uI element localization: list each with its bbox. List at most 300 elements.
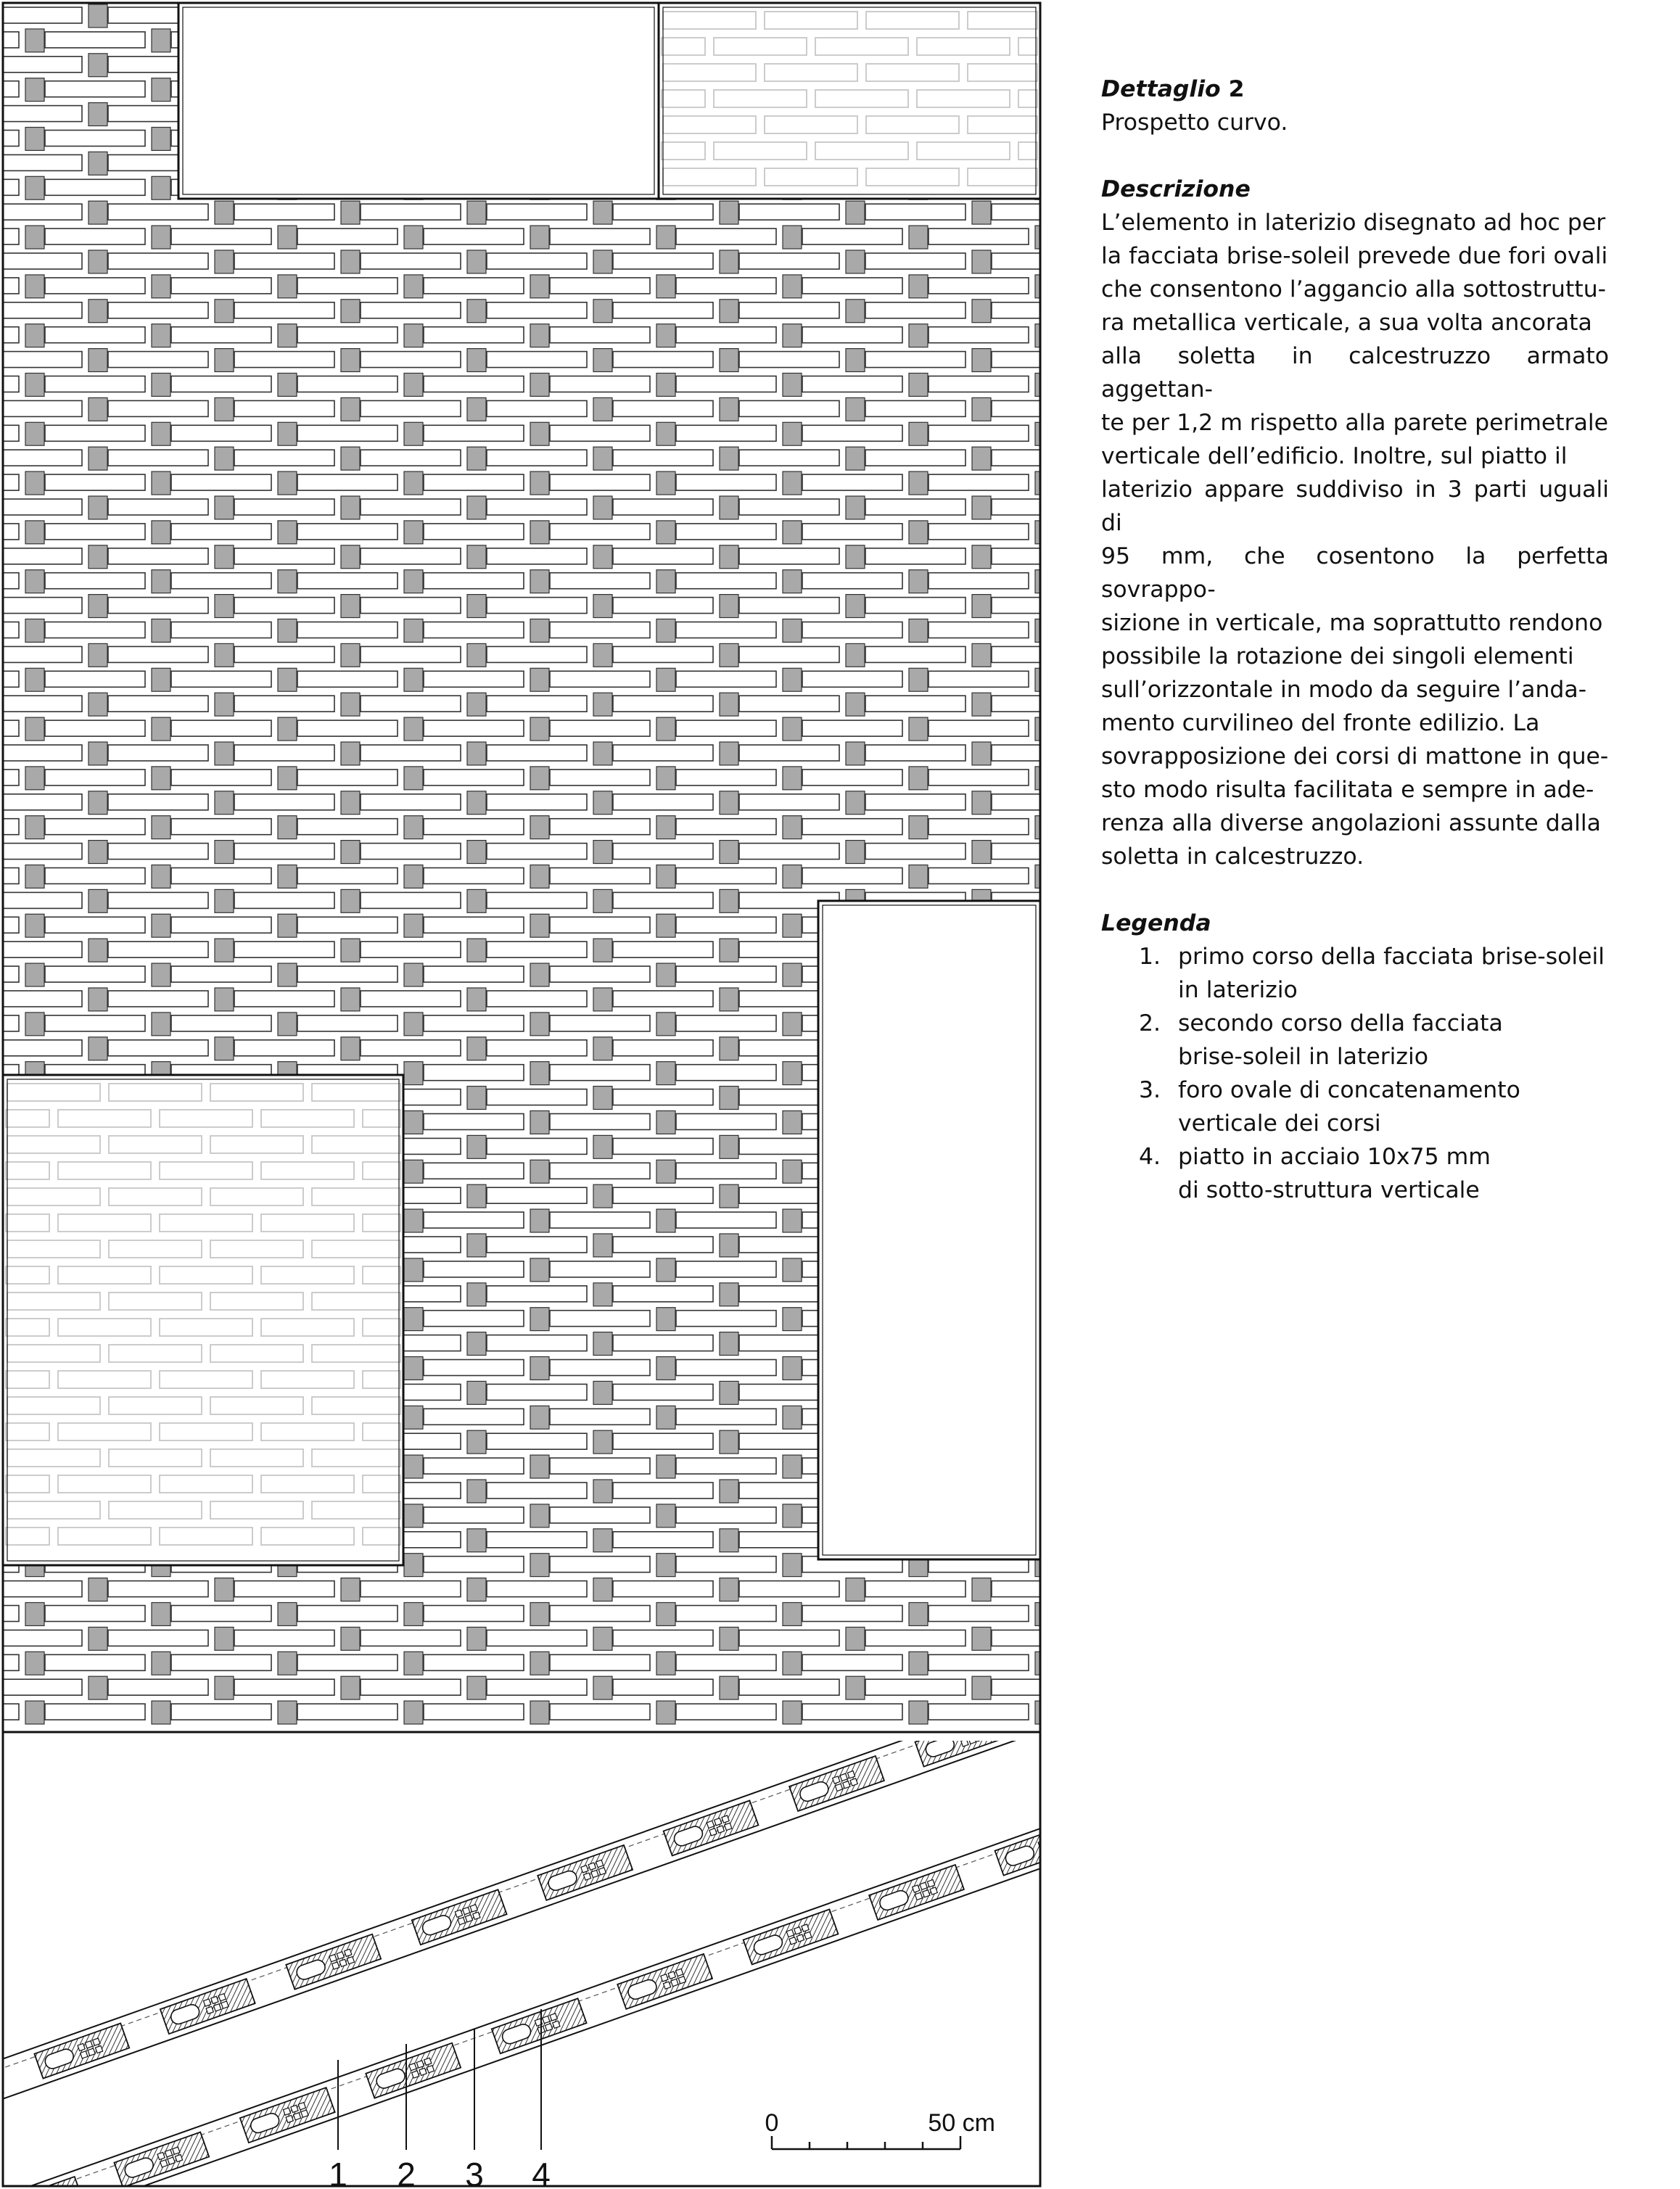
brick-joint-block: [846, 201, 865, 224]
brick-course-element: [361, 844, 461, 859]
brick-joint-block: [530, 374, 549, 397]
brick-joint-block: [720, 545, 738, 569]
brick-course-element: [487, 1728, 587, 1744]
window-opening: [3, 1075, 403, 1565]
brick-joint-block: [215, 1578, 234, 1601]
brick-course-element: [865, 794, 965, 810]
brick-course-element: [676, 1163, 776, 1179]
brick-course-element: [297, 622, 398, 638]
brick-joint-block: [152, 717, 170, 741]
brick-course-element: [865, 400, 965, 416]
brick-course-element: [613, 204, 713, 220]
brick-course-element: [45, 917, 145, 933]
brick-joint-block: [783, 1652, 802, 1675]
brick-course-element: [487, 499, 587, 515]
description-line: possibile la rotazione dei singoli elementi: [1101, 643, 1574, 669]
brick-joint-block: [593, 1135, 612, 1158]
perforation: [976, 1734, 984, 1741]
brick-joint-block: [467, 742, 486, 765]
brick-course-element: [361, 253, 461, 269]
brick-course-element: [361, 598, 461, 614]
description-line: sizione in verticale, ma soprattutto rendono: [1101, 610, 1603, 636]
brick-joint-block: [530, 570, 549, 593]
brick-course-element: [45, 622, 145, 638]
brick-course-element: [739, 745, 839, 761]
brick-joint-block: [25, 865, 44, 889]
brick-course-element: [739, 794, 839, 810]
brick-joint-block: [972, 595, 991, 618]
brick-course-element: [550, 1212, 650, 1228]
brick-course-element: [613, 1630, 713, 1646]
brick-joint-block: [25, 1603, 44, 1626]
brick-joint-block: [909, 374, 928, 397]
brick-course-element: [234, 696, 334, 712]
brick-joint-block: [152, 324, 170, 347]
brick-course-element: [676, 228, 776, 244]
perforation: [961, 1739, 968, 1747]
brick-course-element: [0, 745, 82, 761]
brick-course-element: [171, 1704, 271, 1720]
brick-joint-block: [720, 1184, 738, 1208]
brick-course-element: [361, 1679, 461, 1695]
brick-course-element: [739, 646, 839, 662]
brick-course-element: [802, 1654, 902, 1670]
brick-course-element: [739, 450, 839, 466]
brick-course-element: [0, 598, 82, 614]
brick-course-element: [802, 474, 902, 490]
brick-joint-block: [720, 1381, 738, 1404]
brick-joint-block: [909, 619, 928, 643]
brick-joint-block: [530, 865, 549, 889]
perforation: [470, 1905, 477, 1912]
legend-list: [1101, 940, 1609, 1207]
perforation: [93, 2038, 100, 2045]
brick-course-element: [297, 1015, 398, 1031]
brick-course-element: [424, 1409, 524, 1425]
brick-course-element: [171, 1606, 271, 1622]
brick-course-element: [992, 794, 1045, 810]
brick-course-element: [865, 696, 965, 712]
brick-joint-block: [467, 988, 486, 1011]
brick-course-element: [45, 179, 145, 195]
brick-joint-block: [846, 841, 865, 864]
brick-joint-block: [593, 349, 612, 372]
brick-joint-block: [656, 1357, 675, 1380]
brick-course-element: [487, 1581, 587, 1597]
brick-joint-block: [909, 1701, 928, 1724]
brick-joint-block: [152, 471, 170, 495]
brick-joint-block: [152, 1701, 170, 1724]
perforation: [835, 1784, 842, 1791]
brick-joint-block: [593, 1430, 612, 1454]
perforation: [419, 2068, 427, 2075]
perforation: [416, 2061, 424, 2068]
brick-course-element: [108, 1679, 208, 1695]
perforation: [543, 2016, 550, 2023]
perforation: [458, 1918, 465, 1925]
brick-course-element: [424, 1311, 524, 1327]
brick-course-element: [45, 1704, 145, 1720]
brick-joint-block: [278, 668, 297, 691]
brick-course-element: [234, 1728, 334, 1744]
brick-course-element: [992, 1581, 1045, 1597]
brick-joint-block: [278, 324, 297, 347]
brick-course-element: [550, 228, 650, 244]
description-line: L’elemento in laterizio disegnato ad hoc per: [1101, 210, 1606, 236]
brick-joint-block: [404, 1209, 423, 1232]
window-opening: [818, 901, 1040, 1559]
brick-joint-block: [278, 963, 297, 986]
brick-joint-block: [25, 914, 44, 937]
brick-joint-block: [341, 1627, 360, 1650]
brick-course-element: [424, 278, 524, 294]
brick-joint-block: [593, 1627, 612, 1650]
brick-joint-block: [720, 841, 738, 864]
brick-course-element: [171, 474, 271, 490]
brick-joint-block: [909, 471, 928, 495]
brick-course-element: [361, 302, 461, 318]
brick-course-element: [550, 720, 650, 736]
brick-joint-block: [720, 250, 738, 273]
brick-joint-block: [467, 841, 486, 864]
brick-joint-block: [909, 668, 928, 691]
brick-joint-block: [783, 914, 802, 937]
brick-joint-block: [909, 816, 928, 839]
brick-joint-block: [278, 816, 297, 839]
brick-course-element: [992, 1679, 1045, 1695]
brick-joint-block: [278, 717, 297, 741]
brick-course-element: [108, 991, 208, 1007]
brick-joint-block: [215, 1037, 234, 1060]
brick-joint-block: [972, 496, 991, 519]
brick-joint-block: [656, 865, 675, 889]
brick-joint-block: [467, 201, 486, 224]
brick-course-element: [108, 1728, 208, 1744]
brick-joint-block: [846, 1676, 865, 1699]
brick-course-element: [676, 1557, 776, 1572]
brick-joint-block: [404, 1013, 423, 1036]
brick-course-element: [676, 278, 776, 294]
brick-course-element: [550, 573, 650, 589]
brick-course-element: [0, 794, 82, 810]
brick-joint-block: [467, 791, 486, 815]
brick-course-element: [487, 745, 587, 761]
brick-course-element: [550, 966, 650, 982]
perforation: [789, 1937, 796, 1945]
brick-course-element: [676, 524, 776, 540]
window-opening: [178, 3, 659, 199]
brick-joint-block: [530, 963, 549, 986]
brick-course-element: [676, 1654, 776, 1670]
brick-joint-block: [593, 397, 612, 421]
brick-course-element: [171, 622, 271, 638]
brick-joint-block: [656, 717, 675, 741]
description-line: sull’orizzontale in modo da seguire l’anda-: [1101, 677, 1587, 703]
brick-course-element: [297, 1606, 398, 1622]
brick-joint-block: [215, 791, 234, 815]
brick-course-element: [0, 1581, 82, 1597]
perforation: [291, 2105, 298, 2112]
brick-course-element: [928, 1606, 1029, 1622]
brick-joint-block: [467, 889, 486, 912]
brick-joint-block: [404, 471, 423, 495]
brick-joint-block: [783, 865, 802, 889]
brick-course-element: [424, 1458, 524, 1474]
brick-course-element: [739, 1728, 839, 1744]
legend-item-number: 4.: [1138, 1144, 1161, 1170]
description-line: sto modo risulta facilitata e sempre in ade-: [1101, 777, 1594, 803]
brick-course-element: [928, 622, 1029, 638]
brick-course-element: [613, 1237, 713, 1253]
perforation: [211, 1996, 218, 2003]
legend-heading: Legenda: [1101, 910, 1211, 936]
brick-joint-block: [972, 447, 991, 470]
brick-course-element: [0, 844, 82, 859]
brick-joint-block: [972, 250, 991, 273]
brick-joint-block: [341, 791, 360, 815]
brick-course-element: [424, 425, 524, 441]
brick-joint-block: [593, 1480, 612, 1503]
brick-joint-block: [846, 791, 865, 815]
brick-joint-block: [25, 521, 44, 544]
description-line: mento curvilineo del fronte edilizio. La: [1101, 710, 1540, 736]
brick-course-element: [0, 253, 82, 269]
brick-joint-block: [404, 1308, 423, 1331]
brick-course-element: [0, 7, 82, 23]
callout-label-2: 2: [397, 2156, 416, 2189]
brick-course-element: [0, 450, 82, 466]
brick-joint-block: [152, 816, 170, 839]
brick-course-element: [45, 327, 145, 343]
brick-course-element: [108, 499, 208, 515]
brick-joint-block: [215, 643, 234, 667]
brick-course-element: [739, 1630, 839, 1646]
perforation: [301, 2110, 308, 2117]
brick-course-element: [297, 1654, 398, 1670]
brick-course-element: [361, 646, 461, 662]
brick-joint-block: [88, 300, 107, 323]
brick-course-element: [865, 1581, 965, 1597]
brick-joint-block: [783, 471, 802, 495]
brick-joint-block: [530, 1013, 549, 1036]
perforation: [833, 1776, 840, 1784]
brick-course-element: [487, 1630, 587, 1646]
detail-title: [1101, 73, 1609, 106]
brick-joint-block: [467, 1430, 486, 1454]
brick-course-element: [550, 1654, 650, 1670]
brick-joint-block: [783, 275, 802, 298]
scale-start-label: 0: [765, 2109, 779, 2137]
description-line: ra metallica verticale, a sua volta ancorata: [1101, 310, 1592, 336]
callout-label-4: 4: [532, 2156, 551, 2189]
perforation: [676, 1969, 683, 1976]
brick-course-element: [928, 671, 1029, 687]
brick-course-element: [865, 204, 965, 220]
brick-course-element: [676, 966, 776, 982]
legend-item: [1101, 1140, 1609, 1207]
brick-joint-block: [783, 226, 802, 249]
brick-joint-block: [783, 1554, 802, 1577]
brick-joint-block: [530, 1062, 549, 1085]
perforation: [160, 2160, 168, 2167]
detail-number: 2: [1228, 76, 1245, 102]
perforation: [175, 2154, 182, 2161]
brick-joint-block: [88, 939, 107, 962]
brick-course-element: [613, 1483, 713, 1499]
perforation: [329, 1955, 337, 1962]
brick-joint-block: [720, 693, 738, 716]
brick-course-element: [108, 204, 208, 220]
brick-joint-block: [783, 1209, 802, 1232]
brick-joint-block: [720, 1627, 738, 1650]
brick-course-element: [865, 646, 965, 662]
brick-joint-block: [152, 865, 170, 889]
brick-course-element: [45, 278, 145, 294]
brick-course-element: [108, 892, 208, 908]
brick-joint-block: [656, 1652, 675, 1675]
brick-joint-block: [341, 496, 360, 519]
perforation: [463, 1907, 470, 1914]
brick-joint-block: [593, 447, 612, 470]
brick-course-element: [45, 1015, 145, 1031]
brick-course-element: [171, 819, 271, 835]
brick-joint-block: [341, 939, 360, 962]
perforation: [412, 2071, 419, 2078]
brick-joint-block: [404, 668, 423, 691]
brick-course-element: [550, 819, 650, 835]
brick-joint-block: [215, 496, 234, 519]
brick-course-element: [613, 1187, 713, 1203]
perforation: [1041, 1848, 1045, 1855]
brick-joint-block: [88, 496, 107, 519]
brick-course-element: [234, 302, 334, 318]
brick-joint-block: [152, 275, 170, 298]
brick-course-element: [613, 892, 713, 908]
brick-course-element: [361, 892, 461, 908]
brick-course-element: [613, 1335, 713, 1351]
brick-joint-block: [341, 595, 360, 618]
brick-course-element: [739, 548, 839, 564]
brick-course-element: [171, 917, 271, 933]
brick-joint-block: [656, 1308, 675, 1331]
brick-joint-block: [341, 988, 360, 1011]
brick-joint-block: [783, 816, 802, 839]
legend-item: [1101, 1007, 1609, 1073]
brick-joint-block: [783, 767, 802, 790]
brick-joint-block: [152, 521, 170, 544]
brick-course-element: [0, 941, 82, 957]
brick-course-element: [676, 474, 776, 490]
perforation: [796, 1934, 804, 1942]
brick-course-element: [676, 770, 776, 786]
legend-item-text: primo corso della facciata brise-soleil: [1178, 944, 1605, 970]
brick-course-element: [865, 548, 965, 564]
brick-course-element: [739, 253, 839, 269]
description-body: [1101, 206, 1609, 873]
brick-joint-block: [593, 1726, 612, 1749]
perforation: [545, 2024, 552, 2031]
brick-joint-block: [152, 78, 170, 102]
brick-joint-block: [25, 1701, 44, 1724]
callout-label-1: 1: [329, 2156, 347, 2189]
perforation: [165, 2150, 172, 2157]
perforation: [95, 2045, 102, 2053]
brick-course-element: [992, 499, 1045, 515]
brick-course-element: [928, 228, 1029, 244]
brick-joint-block: [25, 816, 44, 839]
brick-joint-block: [404, 275, 423, 298]
brick-course-element: [676, 1409, 776, 1425]
legend-item-text: secondo corso della facciata: [1178, 1010, 1503, 1036]
brick-course-element: [550, 425, 650, 441]
brick-joint-block: [88, 643, 107, 667]
brick-course-element: [613, 1679, 713, 1695]
brick-joint-block: [972, 1627, 991, 1650]
brick-course-element: [487, 1187, 587, 1203]
perforation: [465, 1915, 472, 1922]
brick-joint-block: [404, 1160, 423, 1183]
brick-course-element: [992, 598, 1045, 614]
brick-course-element: [550, 1311, 650, 1327]
brick-joint-block: [278, 1701, 297, 1724]
scale-end-label: 50 cm: [928, 2109, 995, 2137]
brick-course-element: [171, 573, 271, 589]
brick-joint-block: [656, 1701, 675, 1724]
brick-course-element: [928, 770, 1029, 786]
perforation: [927, 1880, 934, 1887]
brick-joint-block: [341, 201, 360, 224]
brick-joint-block: [341, 349, 360, 372]
brick-course-element: [234, 352, 334, 368]
brick-course-element: [424, 1261, 524, 1277]
perforation: [337, 1952, 344, 1959]
brick-joint-block: [404, 324, 423, 347]
brick-course-element: [108, 646, 208, 662]
brick-joint-block: [530, 1652, 549, 1675]
perforation: [332, 1962, 339, 1969]
brick-joint-block: [530, 1308, 549, 1331]
brick-course-element: [928, 376, 1029, 392]
brick-joint-block: [720, 1037, 738, 1060]
brick-course-element: [487, 253, 587, 269]
brick-course-element: [613, 302, 713, 318]
brick-joint-block: [656, 668, 675, 691]
brick-course-element: [171, 376, 271, 392]
brick-joint-block: [467, 496, 486, 519]
brick-joint-block: [278, 865, 297, 889]
brick-joint-block: [88, 742, 107, 765]
brick-course-element: [45, 474, 145, 490]
brick-course-element: [802, 1704, 902, 1720]
brick-course-element: [613, 1286, 713, 1302]
brick-joint-block: [656, 422, 675, 445]
brick-joint-block: [25, 1013, 44, 1036]
brick-joint-block: [152, 128, 170, 151]
brick-course-element: [613, 598, 713, 614]
brick-joint-block: [909, 1603, 928, 1626]
brick-course-element: [802, 425, 902, 441]
brick-course-element: [171, 327, 271, 343]
brick-course-element: [0, 499, 82, 515]
brick-joint-block: [215, 939, 234, 962]
brick-course-element: [0, 57, 82, 73]
brick-joint-block: [467, 693, 486, 716]
brick-course-element: [802, 720, 902, 736]
brick-joint-block: [467, 939, 486, 962]
brick-joint-block: [656, 767, 675, 790]
brick-joint-block: [215, 841, 234, 864]
brick-course-element: [487, 941, 587, 957]
